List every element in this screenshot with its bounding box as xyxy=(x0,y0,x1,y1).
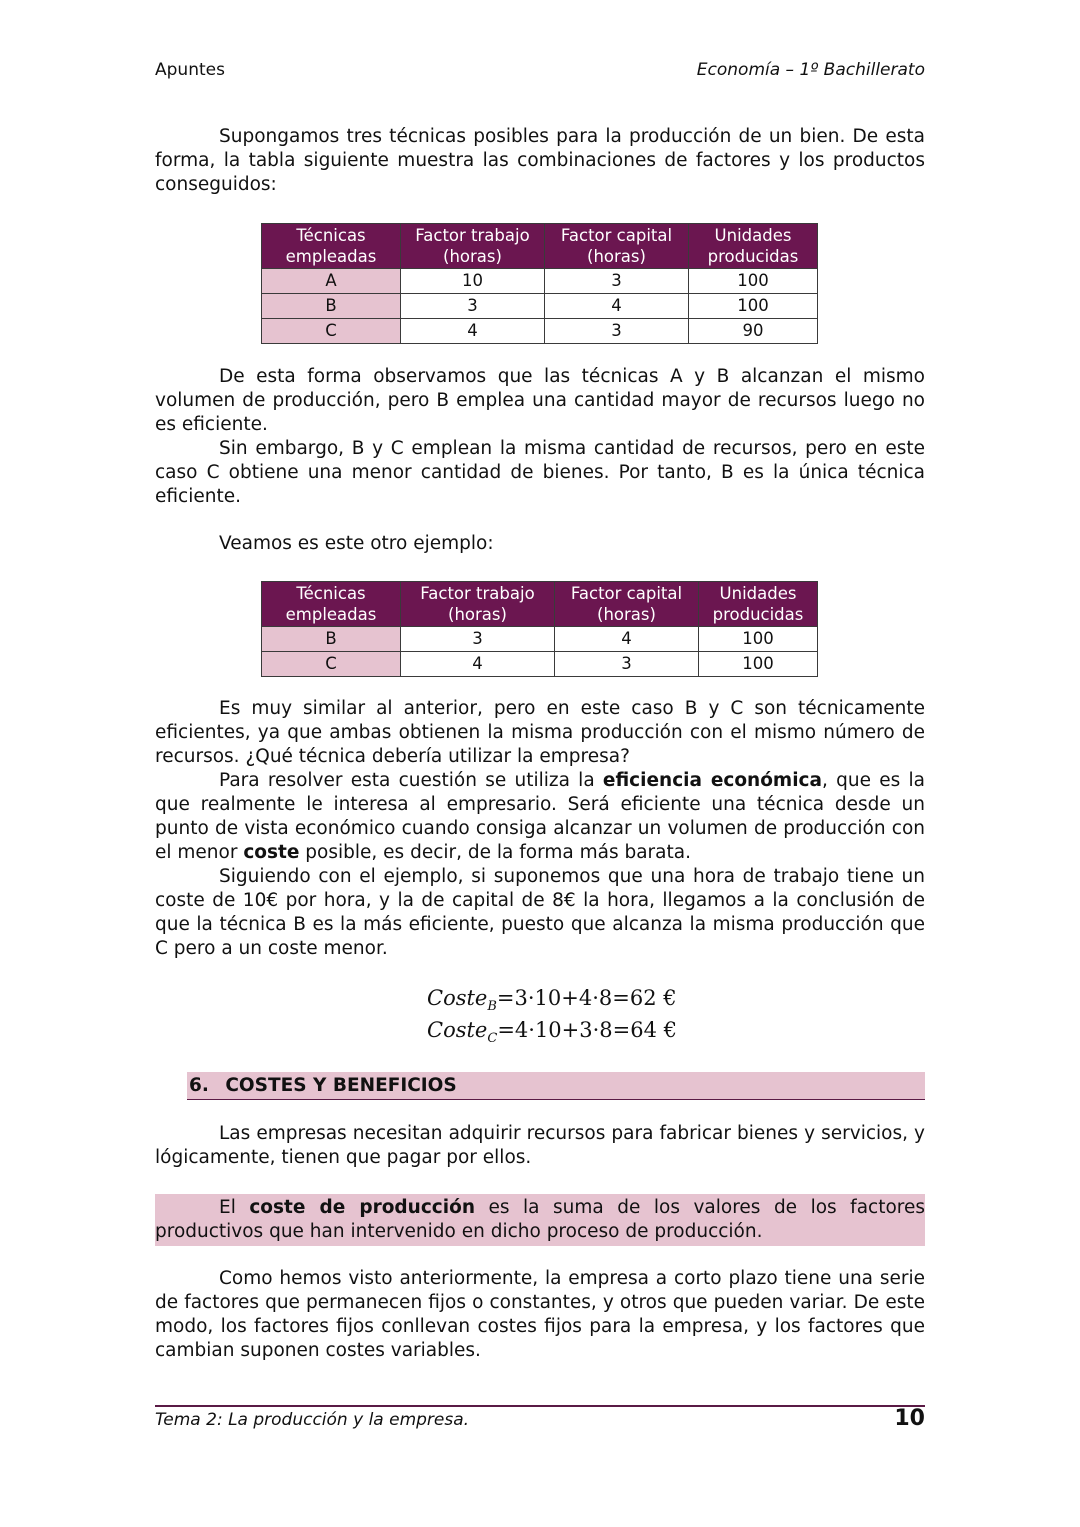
section-title: COSTES Y BENEFICIOS xyxy=(225,1075,457,1096)
table-cell: 3 xyxy=(545,319,689,344)
observation-paragraph-1: De esta forma observamos que las técnicas A y B alcanzan el mismo volumen de producción, pero B emplea una cantidad mayor de recursos luego no es eficiente. xyxy=(155,366,925,435)
similar-paragraph: Es muy similar al anterior, pero en este caso B y C son técnicamente eficientes, ya que ambas obtienen la misma producción con el mismo número de recursos. ¿Qué técnica debería utilizar la empresa? xyxy=(155,698,925,767)
header-cell-labor: Factor trabajo (horas) xyxy=(401,582,555,627)
header-left: Apuntes xyxy=(155,60,225,80)
resolve-paragraph: Para resolver esta cuestión se utiliza la eficiencia económica, que es la que realmente le interesa al empresario. Será eficiente una técnica desde un punto de vista económico cuando consiga alcanzar un volumen de producción con el menor coste posible, es decir, de la forma más barata. xyxy=(155,770,925,863)
observation-block xyxy=(155,365,925,509)
table-cell: 100 xyxy=(689,294,818,319)
table-row xyxy=(262,319,818,344)
page-number: 10 xyxy=(894,1406,925,1431)
header-cell-techniques: Técnicas empleadas xyxy=(262,582,401,627)
observation-paragraph-2: Sin embargo, B y C emplean la misma cantidad de recursos, pero en este caso C obtiene una menor cantidad de bienes. Por tanto, B es la única técnica eficiente. xyxy=(155,438,925,507)
definition-highlight xyxy=(155,1194,925,1246)
table-cell: 4 xyxy=(401,319,545,344)
table-cell: B xyxy=(262,294,401,319)
table-row xyxy=(262,269,818,294)
header-cell-units: Unidades producidas xyxy=(699,582,818,627)
table-cell: 3 xyxy=(401,294,545,319)
table-cell: 90 xyxy=(689,319,818,344)
header-cell-techniques: Técnicas empleadas xyxy=(262,224,401,269)
table-header-row xyxy=(262,224,818,269)
bold-term-production-cost: coste de producción xyxy=(249,1197,475,1218)
table-row xyxy=(262,627,818,652)
following-paragraph: Siguiendo con el ejemplo, si suponemos que una hora de trabajo tiene un coste de 10€ por hora, y la de capital de 8€ la hora, llegamos a la conclusión de que la técnica B es la más eficiente, puesto que alcanza la misma producción que C pero a un coste menor. xyxy=(155,866,925,959)
economic-efficiency-block xyxy=(155,697,925,961)
table-row xyxy=(262,294,818,319)
intro-paragraph: Supongamos tres técnicas posibles para la producción de un bien. De esta forma, la tabla siguiente muestra las combinaciones de factores y los productos conseguidos: xyxy=(155,126,925,195)
techniques-table-2 xyxy=(261,581,818,677)
example-intro-paragraph: Veamos es este otro ejemplo: xyxy=(219,533,494,554)
table-cell: A xyxy=(262,269,401,294)
definition-paragraph: El coste de producción es la suma de los valores de los factores productivos que han intervenido en dicho proceso de producción. xyxy=(155,1197,925,1242)
table-row xyxy=(262,652,818,677)
table-cell: 100 xyxy=(699,652,818,677)
header-cell-capital: Factor capital (horas) xyxy=(545,224,689,269)
section-number: 6. xyxy=(189,1075,209,1096)
table-cell: 10 xyxy=(401,269,545,294)
table-cell: 4 xyxy=(401,652,555,677)
example-intro-block xyxy=(155,532,925,556)
intro-paragraph-block xyxy=(155,125,925,197)
header-right: Economía – 1º Bachillerato xyxy=(696,60,925,80)
table-cell: B xyxy=(262,627,401,652)
table-cell: 100 xyxy=(689,269,818,294)
formula-cost-b: Coste$_B$=3·10+4·8=62 € xyxy=(427,986,677,1015)
companies-paragraph: Las empresas necesitan adquirir recursos para fabricar bienes y servicios, y lógicamente, tienen que pagar por ellos. xyxy=(155,1123,925,1168)
formula-cost-c: Coste$_C$=4·10+3·8=64 € xyxy=(427,1018,678,1047)
bold-term-economic-efficiency: eficiencia económica xyxy=(602,770,822,791)
table-cell: 100 xyxy=(699,627,818,652)
header-cell-units: Unidades producidas xyxy=(689,224,818,269)
companies-block xyxy=(155,1122,925,1170)
footer-title: Tema 2: La producción y la empresa. xyxy=(155,1410,470,1430)
table-cell: C xyxy=(262,652,401,677)
techniques-table-1 xyxy=(261,223,818,344)
section-heading xyxy=(187,1072,925,1100)
table-cell: C xyxy=(262,319,401,344)
short-term-paragraph: Como hemos visto anteriormente, la empresa a corto plazo tiene una serie de factores que permanecen fijos o constantes, y otros que pueden variar. De este modo, los factores fijos conllevan costes fijos para la empresa, y los factores que cambian suponen costes variables. xyxy=(155,1268,925,1361)
table-cell: 3 xyxy=(401,627,555,652)
footer-divider xyxy=(155,1405,925,1407)
table-cell: 4 xyxy=(545,294,689,319)
table-cell: 3 xyxy=(555,652,699,677)
header-cell-capital: Factor capital (horas) xyxy=(555,582,699,627)
bold-term-cost: coste xyxy=(243,842,300,863)
short-term-block xyxy=(155,1267,925,1363)
table-header-row xyxy=(262,582,818,627)
table-cell: 4 xyxy=(555,627,699,652)
table-cell: 3 xyxy=(545,269,689,294)
header-cell-labor: Factor trabajo (horas) xyxy=(401,224,545,269)
